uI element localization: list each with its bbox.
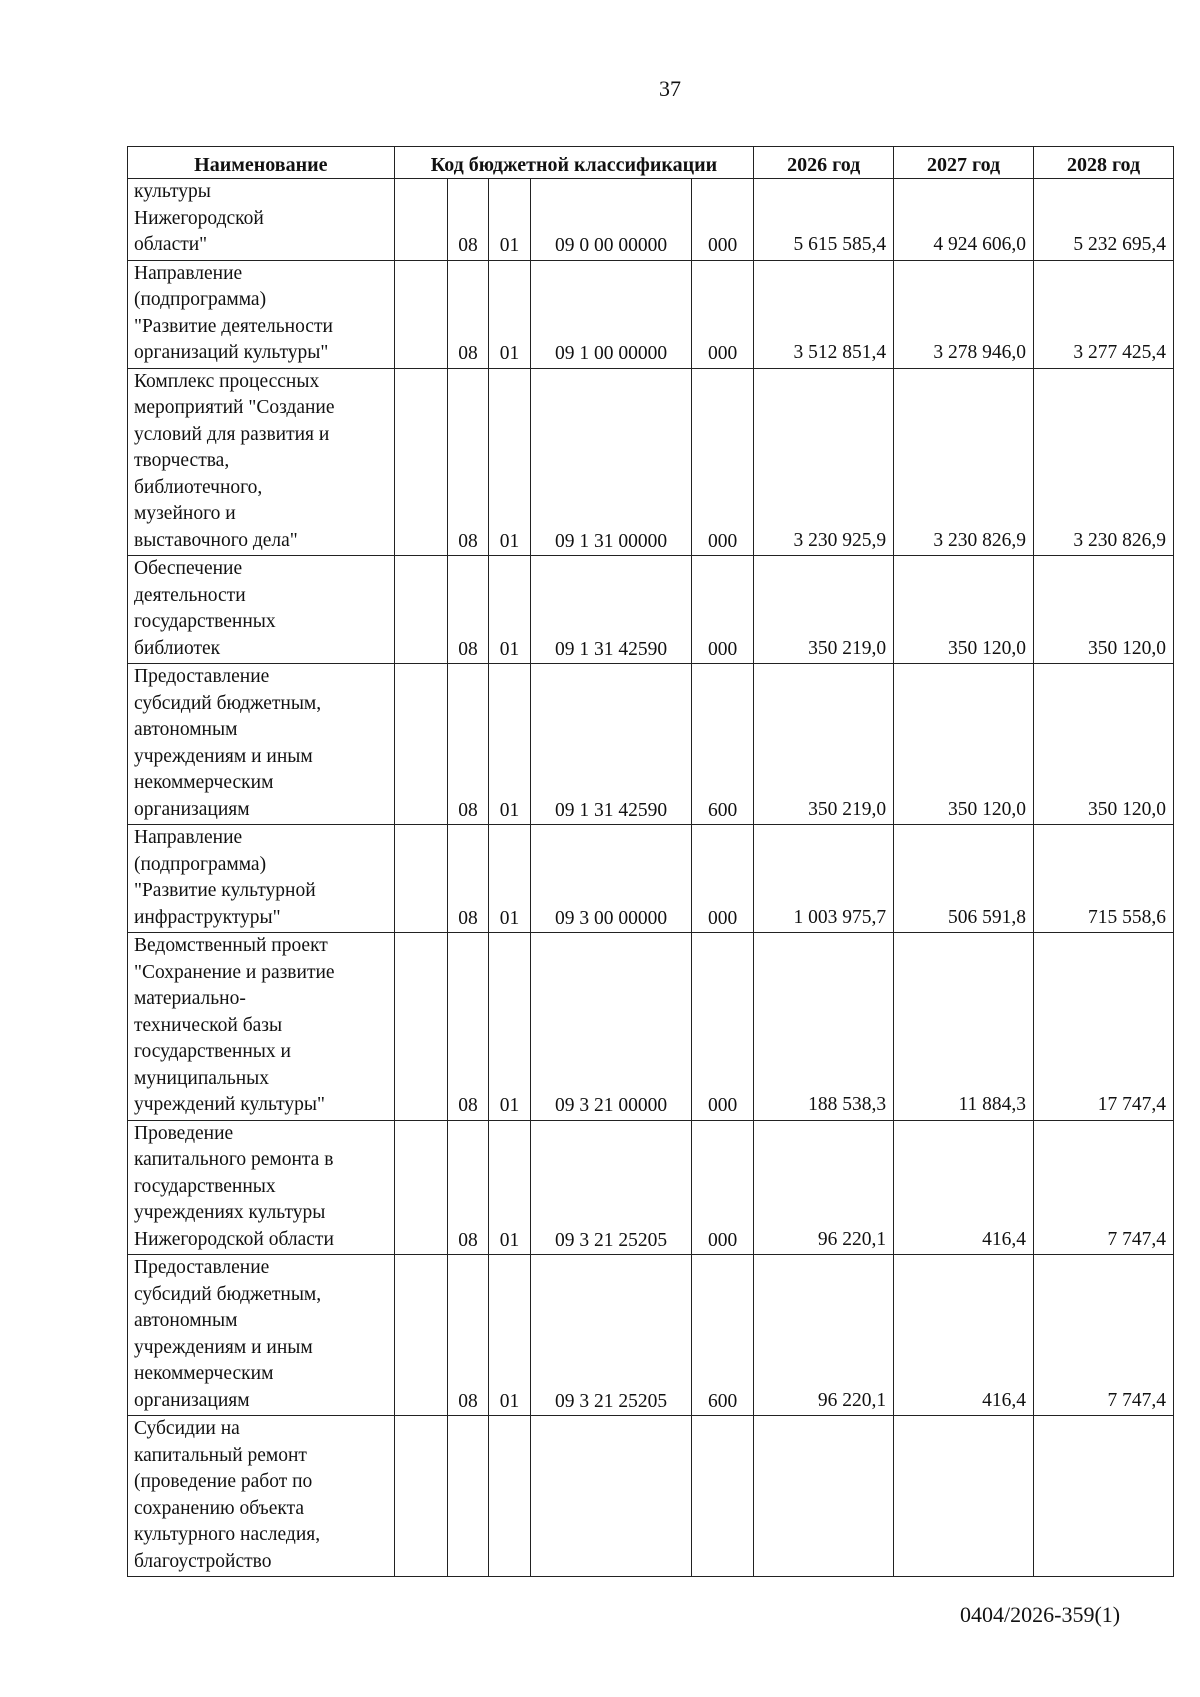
code-expense-type	[691, 1416, 753, 1577]
code-section: 08	[448, 179, 488, 261]
table-row	[128, 179, 1174, 261]
amount-2027: 3 230 826,9	[894, 368, 1034, 556]
code-subsection: 01	[488, 1120, 531, 1255]
amount-2027	[894, 1416, 1034, 1577]
code-part-1	[394, 1255, 448, 1416]
code-expense-type: 000	[691, 179, 753, 261]
code-part-1	[394, 179, 448, 261]
table-body	[128, 179, 1174, 1577]
amount-2026: 3 512 851,4	[754, 260, 894, 368]
table-row	[128, 1120, 1174, 1255]
code-target-article: 09 1 31 42590	[531, 664, 692, 825]
code-subsection: 01	[488, 825, 531, 933]
code-section: 08	[448, 556, 488, 664]
table-row	[128, 825, 1174, 933]
amount-2026	[754, 1416, 894, 1577]
code-subsection: 01	[488, 179, 531, 261]
amount-2028: 17 747,4	[1034, 933, 1174, 1121]
code-part-1	[394, 933, 448, 1121]
header-name: Наименование	[128, 147, 395, 179]
code-expense-type: 000	[691, 556, 753, 664]
amount-2028: 350 120,0	[1034, 556, 1174, 664]
amount-2028: 3 230 826,9	[1034, 368, 1174, 556]
code-section: 08	[448, 933, 488, 1121]
code-expense-type: 600	[691, 1255, 753, 1416]
code-part-1	[394, 556, 448, 664]
code-subsection: 01	[488, 664, 531, 825]
amount-2028: 7 747,4	[1034, 1120, 1174, 1255]
code-part-1	[394, 368, 448, 556]
row-name: Ведомственный проект "Сохранение и развитие материально- технической базы государственных и муниципальных учреждений культуры"	[128, 933, 395, 1121]
code-part-1	[394, 1120, 448, 1255]
table-row	[128, 1255, 1174, 1416]
amount-2026: 96 220,1	[754, 1255, 894, 1416]
header-2028: 2028 год	[1034, 147, 1174, 179]
row-name: культуры Нижегородской области"	[128, 179, 395, 261]
table-row	[128, 664, 1174, 825]
code-expense-type: 000	[691, 933, 753, 1121]
code-section: 08	[448, 260, 488, 368]
amount-2027: 416,4	[894, 1255, 1034, 1416]
amount-2026: 350 219,0	[754, 664, 894, 825]
amount-2026: 350 219,0	[754, 556, 894, 664]
code-target-article: 09 0 00 00000	[531, 179, 692, 261]
header-2027: 2027 год	[894, 147, 1034, 179]
amount-2026: 5 615 585,4	[754, 179, 894, 261]
code-subsection: 01	[488, 260, 531, 368]
amount-2027: 11 884,3	[894, 933, 1034, 1121]
code-section: 08	[448, 1120, 488, 1255]
code-target-article: 09 3 21 25205	[531, 1120, 692, 1255]
table-header-row	[128, 147, 1174, 179]
row-name: Направление (подпрограмма) "Развитие культурной инфраструктуры"	[128, 825, 395, 933]
code-section: 08	[448, 368, 488, 556]
amount-2027: 506 591,8	[894, 825, 1034, 933]
table-row	[128, 260, 1174, 368]
code-part-1	[394, 664, 448, 825]
header-2026: 2026 год	[754, 147, 894, 179]
amount-2026: 188 538,3	[754, 933, 894, 1121]
amount-2026: 3 230 925,9	[754, 368, 894, 556]
table-row	[128, 933, 1174, 1121]
code-part-1	[394, 825, 448, 933]
amount-2028: 7 747,4	[1034, 1255, 1174, 1416]
amount-2028: 715 558,6	[1034, 825, 1174, 933]
code-section: 08	[448, 664, 488, 825]
amount-2027: 350 120,0	[894, 664, 1034, 825]
row-name: Комплекс процессных мероприятий "Создание условий для развития и творчества, библиотечного, музейного и выставочного дела"	[128, 368, 395, 556]
amount-2027: 416,4	[894, 1120, 1034, 1255]
row-name: Предоставление субсидий бюджетным, автономным учреждениям и иным некоммерческим организациям	[128, 664, 395, 825]
code-subsection: 01	[488, 556, 531, 664]
code-target-article	[531, 1416, 692, 1577]
amount-2028: 3 277 425,4	[1034, 260, 1174, 368]
document-code: 0404/2026-359(1)	[960, 1602, 1121, 1627]
code-section: 08	[448, 825, 488, 933]
code-expense-type: 000	[691, 825, 753, 933]
row-name: Направление (подпрограмма) "Развитие деятельности организаций культуры"	[128, 260, 395, 368]
code-subsection: 01	[488, 1255, 531, 1416]
code-expense-type: 000	[691, 368, 753, 556]
code-target-article: 09 1 00 00000	[531, 260, 692, 368]
code-target-article: 09 3 00 00000	[531, 825, 692, 933]
row-name: Обеспечение деятельности государственных библиотек	[128, 556, 395, 664]
code-subsection	[488, 1416, 531, 1577]
amount-2026: 96 220,1	[754, 1120, 894, 1255]
row-name: Проведение капитального ремонта в государственных учреждениях культуры Нижегородской области	[128, 1120, 395, 1255]
row-name: Субсидии на капитальный ремонт (проведение работ по сохранению объекта культурного наследия, благоустройство	[128, 1416, 395, 1577]
code-target-article: 09 1 31 42590	[531, 556, 692, 664]
table-row	[128, 368, 1174, 556]
amount-2028	[1034, 1416, 1174, 1577]
amount-2028: 350 120,0	[1034, 664, 1174, 825]
row-name: Предоставление субсидий бюджетным, автономным учреждениям и иным некоммерческим организациям	[128, 1255, 395, 1416]
amount-2027: 4 924 606,0	[894, 179, 1034, 261]
header-code: Код бюджетной классификации	[394, 147, 754, 179]
code-target-article: 09 3 21 25205	[531, 1255, 692, 1416]
amount-2026: 1 003 975,7	[754, 825, 894, 933]
code-section	[448, 1416, 488, 1577]
amount-2027: 3 278 946,0	[894, 260, 1034, 368]
code-part-1	[394, 260, 448, 368]
code-target-article: 09 3 21 00000	[531, 933, 692, 1121]
code-target-article: 09 1 31 00000	[531, 368, 692, 556]
table-row	[128, 1416, 1174, 1577]
code-expense-type: 600	[691, 664, 753, 825]
code-subsection: 01	[488, 933, 531, 1121]
code-part-1	[394, 1416, 448, 1577]
code-subsection: 01	[488, 368, 531, 556]
code-expense-type: 000	[691, 1120, 753, 1255]
table-row	[128, 556, 1174, 664]
code-expense-type: 000	[691, 260, 753, 368]
budget-table	[127, 146, 1174, 1577]
code-section: 08	[448, 1255, 488, 1416]
page-number: 37	[659, 76, 681, 101]
amount-2028: 5 232 695,4	[1034, 179, 1174, 261]
amount-2027: 350 120,0	[894, 556, 1034, 664]
